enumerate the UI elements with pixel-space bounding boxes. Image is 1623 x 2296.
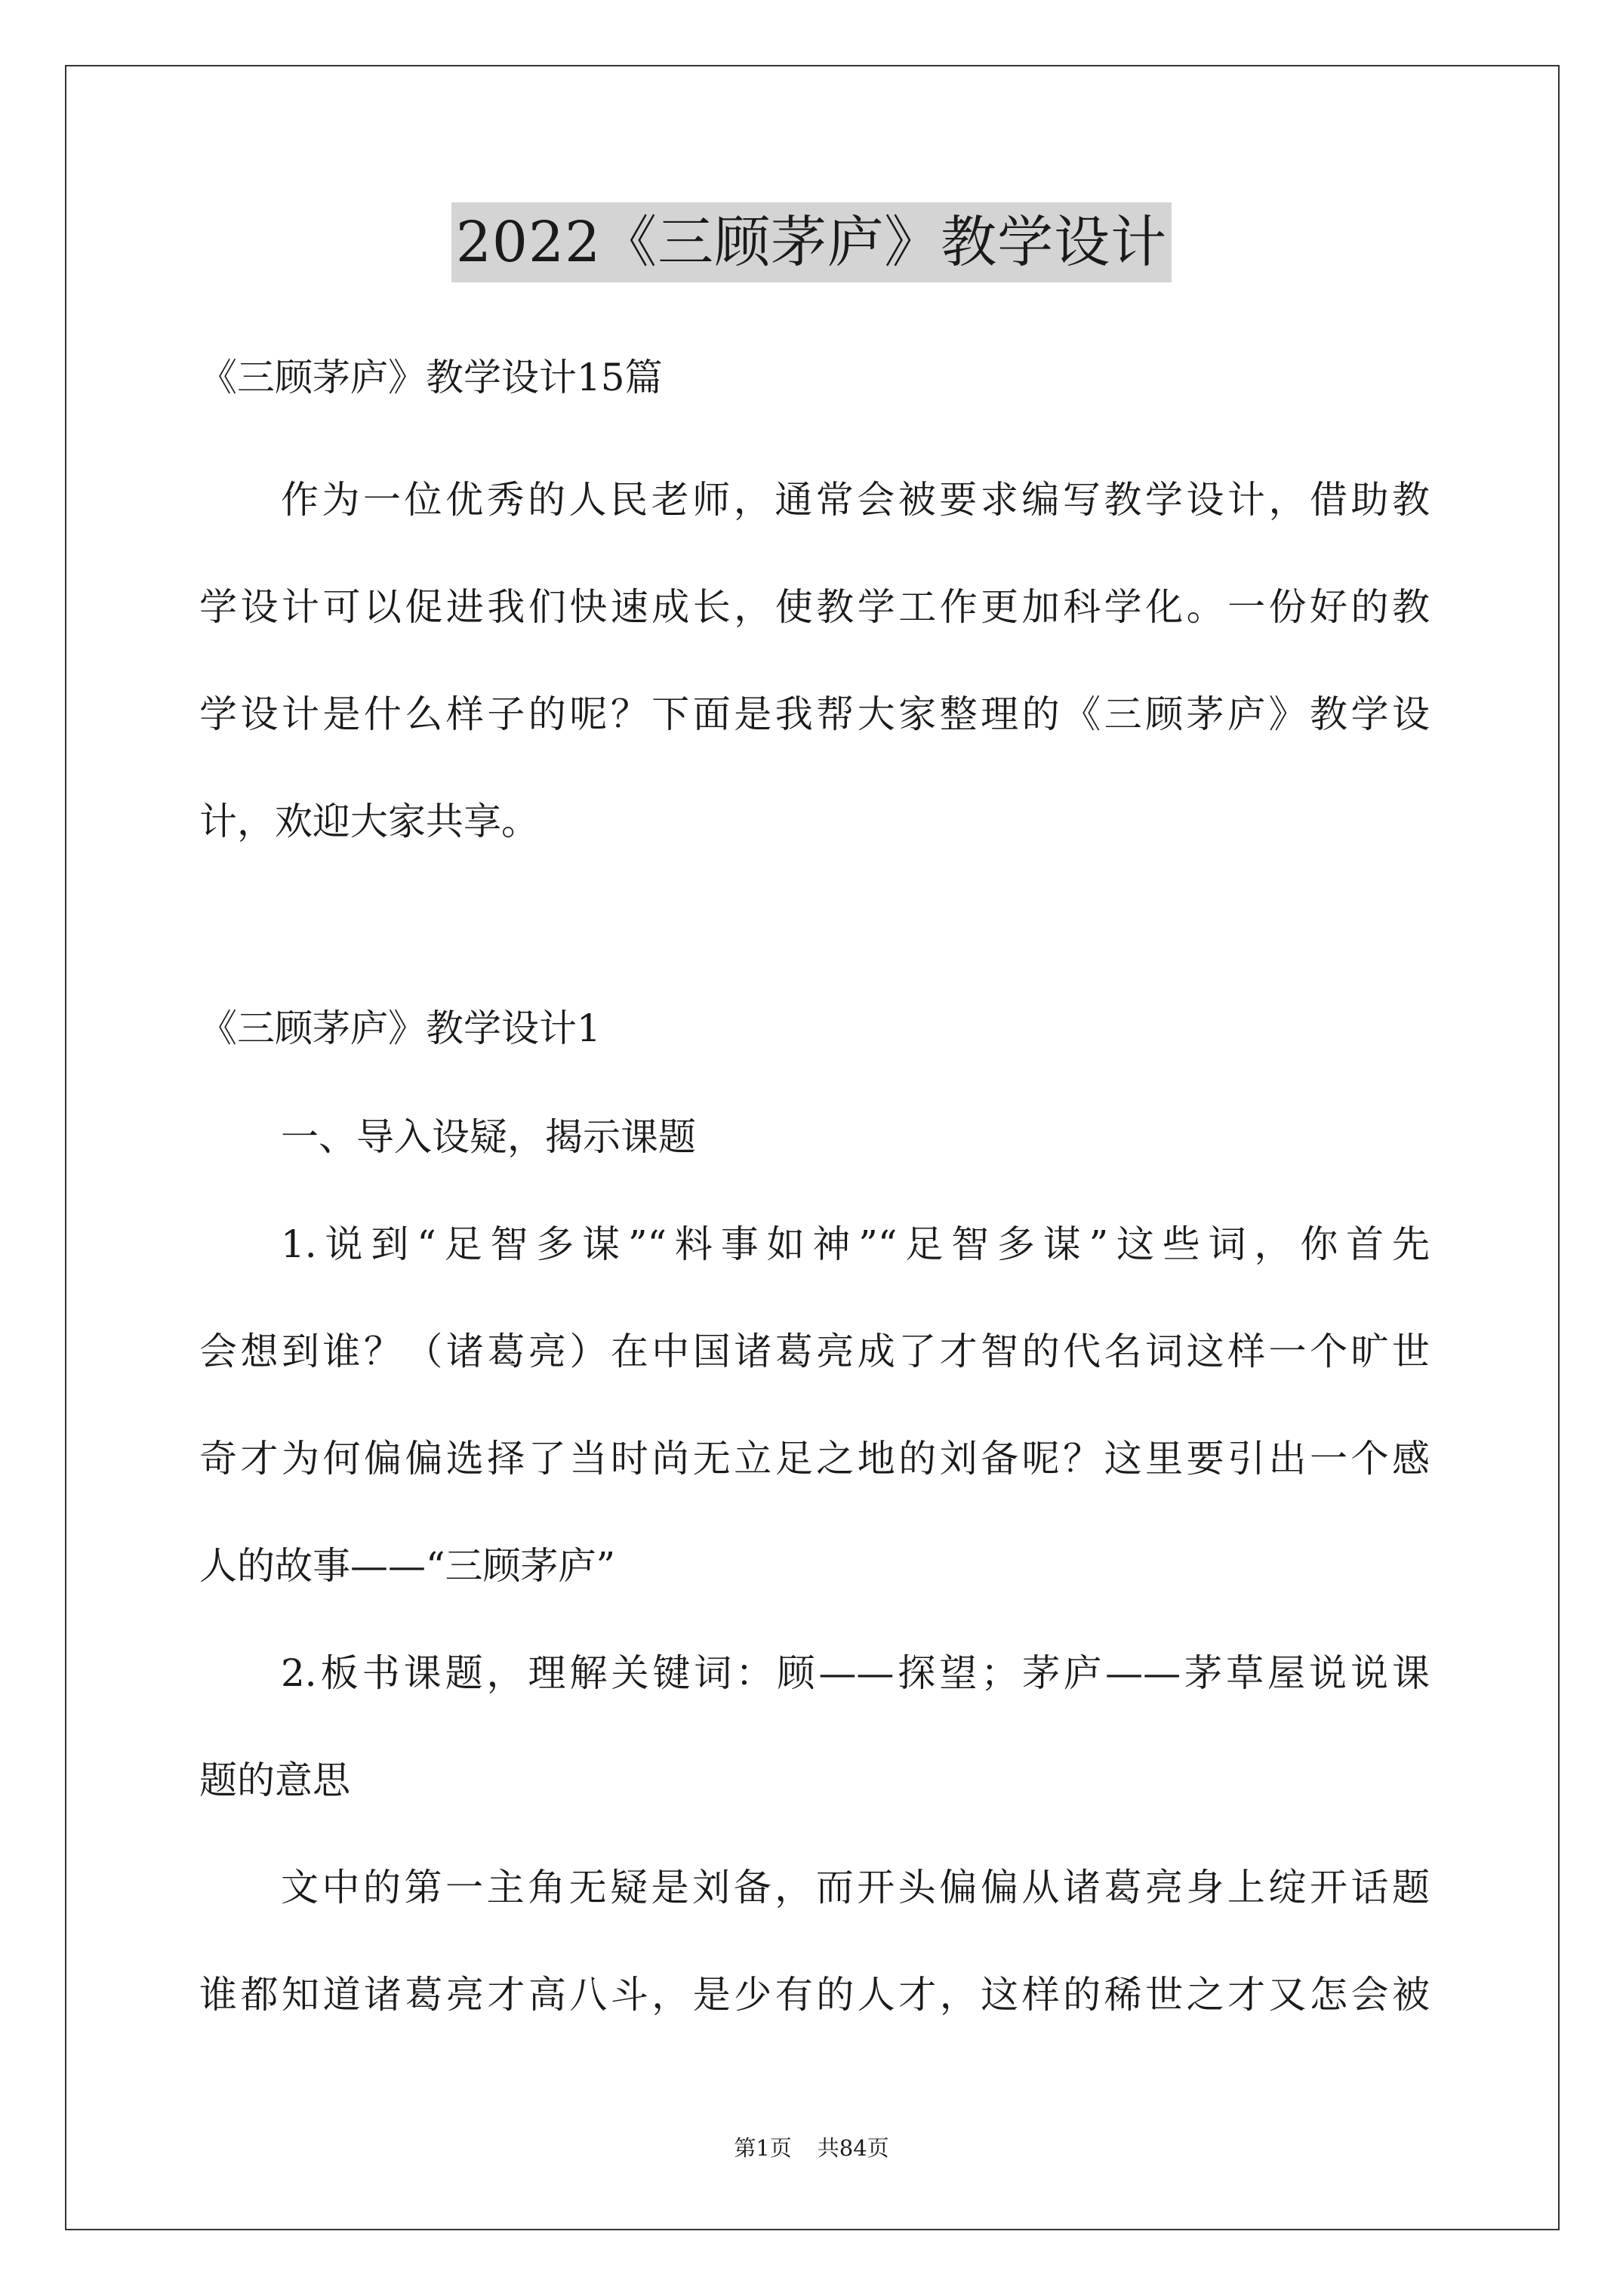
para-3-line-1: 文中的第一主角无疑是刘备，而开头偏偏从诸葛亮身上绽开话题 bbox=[281, 1866, 1430, 1909]
intro-line-2: 学设计可以促进我们快速成长，使教学工作更加科学化。一份好的教 bbox=[199, 585, 1430, 629]
item-1-line-1: 1.说到“足智多谋”“料事如神”“足智多谋”这些词，你首先 bbox=[281, 1222, 1430, 1266]
item-2-line-1: 2.板书课题，理解关键词：顾——探望；茅庐——茅草屋说说课 bbox=[281, 1651, 1430, 1695]
item-2-line-2: 题的意思 bbox=[199, 1758, 350, 1802]
title-container bbox=[0, 202, 1623, 282]
intro-line-3: 学设计是什么样子的呢？下面是我帮大家整理的《三顾茅庐》教学设 bbox=[199, 692, 1430, 736]
item-1-line-2: 会想到谁？（诸葛亮）在中国诸葛亮成了才智的代名词这样一个旷世 bbox=[199, 1330, 1430, 1373]
document-subtitle: 《三顾茅庐》教学设计15篇 bbox=[199, 356, 663, 399]
section-heading: 一、导入设疑，揭示课题 bbox=[281, 1115, 696, 1159]
para-3-line-2: 谁都知道诸葛亮才高八斗，是少有的人才，这样的稀世之才又怎会被 bbox=[199, 1973, 1430, 2017]
intro-line-4: 计，欢迎大家共享。 bbox=[199, 800, 539, 843]
item-1-line-4: 人的故事——“三顾茅庐” bbox=[199, 1544, 616, 1588]
page-footer bbox=[0, 2133, 1623, 2163]
intro-line-1: 作为一位优秀的人民老师，通常会被要求编写教学设计，借助教 bbox=[281, 478, 1430, 522]
document-title: 2022《三顾茅庐》教学设计 bbox=[451, 202, 1172, 282]
item-1-line-3: 奇才为何偏偏选择了当时尚无立足之地的刘备呢？这里要引出一个感 bbox=[199, 1437, 1430, 1481]
page-number: 第1页 bbox=[734, 2135, 792, 2161]
page-total: 共84页 bbox=[817, 2135, 889, 2161]
section-title: 《三顾茅庐》教学设计1 bbox=[199, 1006, 601, 1050]
